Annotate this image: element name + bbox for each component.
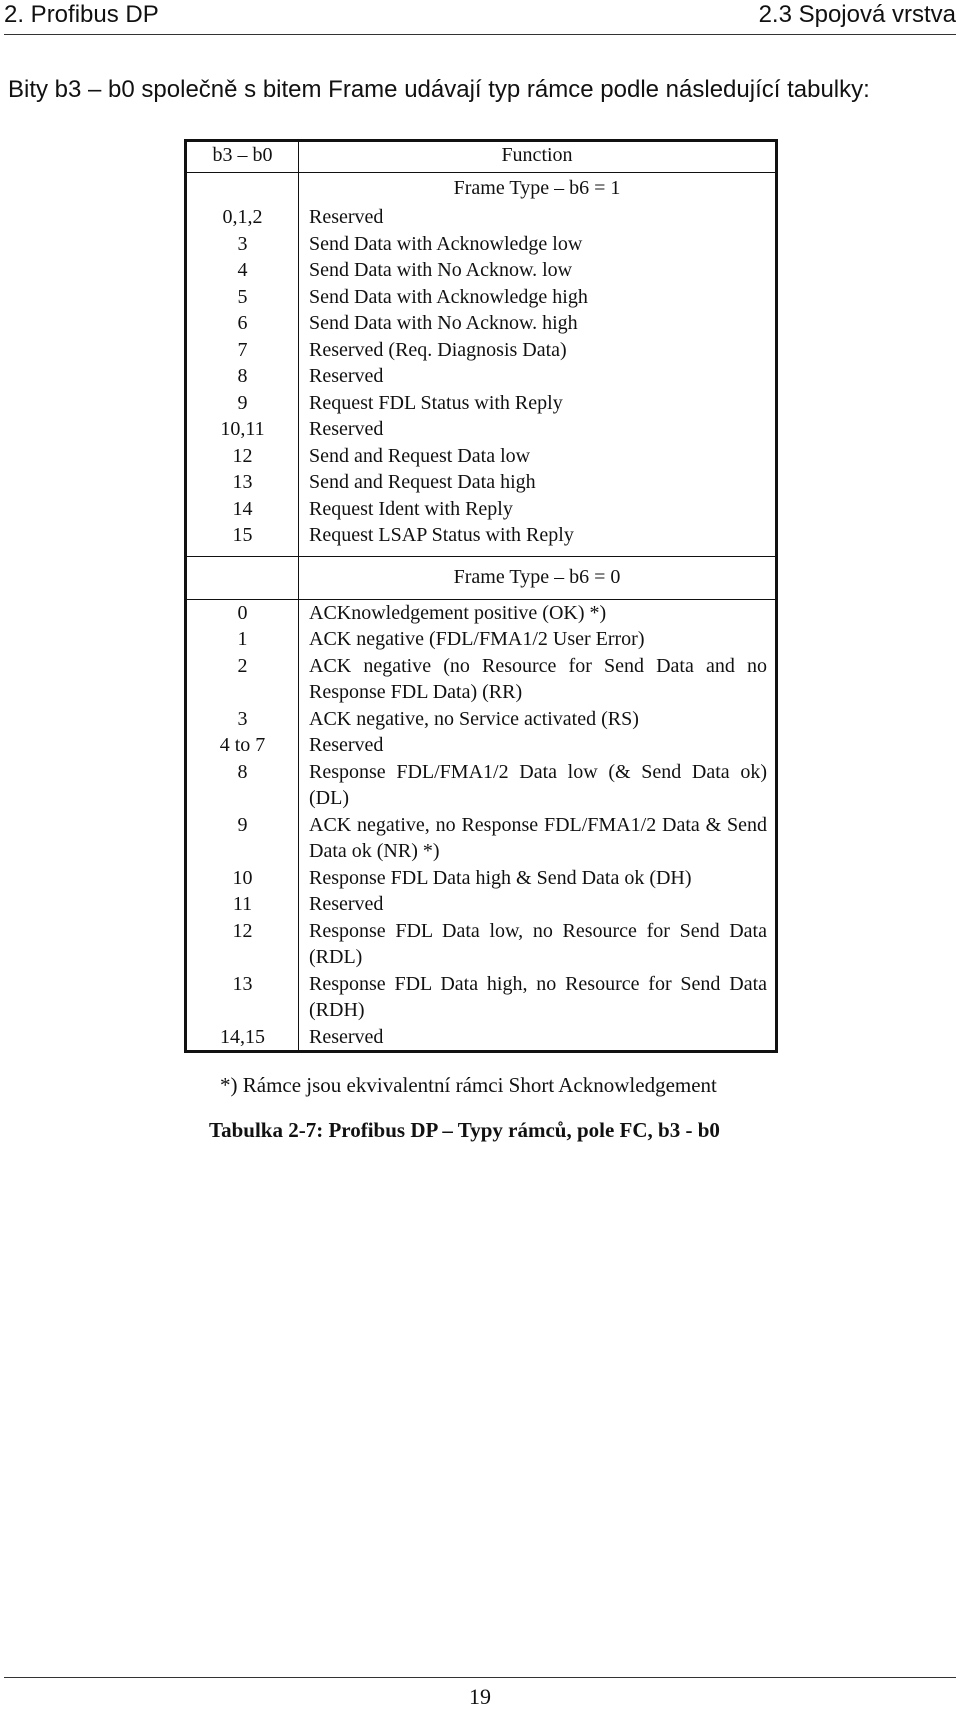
row-function: Response FDL/FMA1/2 Data low (& Send Data ok) (DL) [309,760,767,809]
table-row [186,522,777,549]
row-code: 4 to 7 [186,732,299,759]
section-title: Frame Type – b6 = 0 [299,556,777,599]
table-caption: Tabulka 2-7: Profibus DP – Typy rámců, pole FC, b3 - b0 [209,1118,720,1142]
header-code: b3 – b0 [186,141,299,173]
row-function: Response FDL Data low, no Resource for Send Data (RDL) [309,919,767,968]
section-row-b6-0 [186,556,777,599]
page-number: 19 [469,1684,491,1709]
header-section: 2.3 Spojová vrstva [758,1,956,28]
row-function: Reserved [309,365,384,387]
table-row [186,971,777,1024]
table-header-row [186,141,777,173]
table-row [186,732,777,759]
row-function: Request FDL Status with Reply [309,391,563,414]
row-function: Request LSAP Status with Reply [309,524,574,546]
row-code: 14 [186,496,299,523]
table-row [186,257,777,284]
row-code: 3 [186,231,299,258]
row-function: Reserved [309,893,384,915]
table-row [186,337,777,364]
row-code: 10 [186,865,299,892]
row-function: Response FDL Data high, no Resource for Send Data (RDH) [309,972,767,1021]
table-row [186,626,777,653]
table-row [186,653,777,706]
row-code: 4 [186,257,299,284]
row-code: 3 [186,706,299,733]
page-header [4,0,956,35]
row-code: 14,15 [186,1024,299,1052]
row-code: 5 [186,284,299,311]
row-code: 7 [186,337,299,364]
row-function: Send Data with No Acknow. high [309,312,578,334]
row-function: Send and Request Data high [309,471,536,493]
row-function: Reserved [309,206,384,228]
row-function: Send Data with No Acknow. low [309,259,573,281]
row-code: 1 [186,626,299,653]
table-row [186,812,777,865]
row-function: Send Data with Acknowledge high [309,285,588,308]
table-row [186,706,777,733]
table-row [186,469,777,496]
intro-paragraph: Bity b3 – b0 společně s bitem Frame udávají typ rámce podle následující tabulky: [8,76,870,103]
table-row [186,865,777,892]
row-function: Send and Request Data low [309,444,531,467]
row-code: 11 [186,891,299,918]
row-code: 9 [186,812,299,865]
table-row [186,204,777,231]
row-code: 0,1,2 [186,204,299,231]
row-code: 9 [186,390,299,417]
header-chapter: 2. Profibus DP [4,1,159,28]
table-row [186,759,777,812]
header-function: Function [299,141,777,173]
row-code: 8 [186,759,299,812]
row-function: ACKnowledgement positive (OK) *) [299,599,777,626]
row-code: 10,11 [186,416,299,443]
row-code: 12 [186,918,299,971]
table-row [186,443,777,470]
table-row [186,284,777,311]
row-function: ACK negative (no Resource for Send Data and no Response FDL Data) (RR) [309,654,767,703]
table-row [186,599,777,626]
row-function: Reserved [309,1025,384,1048]
table-row [186,1024,777,1052]
row-function: ACK negative, no Response FDL/FMA1/2 Data & Send Data ok (NR) *) [309,813,767,862]
row-function: Response FDL Data high & Send Data ok (DH) [309,866,692,889]
frame-type-table [184,139,778,1053]
row-code: 8 [186,363,299,390]
table-row [186,363,777,390]
table-row [186,918,777,971]
row-code: 15 [186,522,299,549]
section-title: Frame Type – b6 = 1 [453,177,621,200]
row-code: 12 [186,443,299,470]
table-row [186,416,777,443]
table-row [186,310,777,337]
row-code: 13 [186,971,299,1024]
row-function: ACK negative, no Service activated (RS) [309,707,639,730]
row-code: 0 [186,599,299,626]
table-row [186,231,777,258]
footnote: *) Rámce jsou ekvivalentní rámci Short Acknowledgement [220,1073,717,1097]
table-row [186,496,777,523]
table-row [186,390,777,417]
section-row-b6-1 [186,173,777,205]
row-function: Reserved (Req. Diagnosis Data) [309,338,567,361]
row-function: Reserved [309,418,384,440]
row-function: Request Ident with Reply [309,497,513,520]
row-code: 2 [186,653,299,706]
row-function: Reserved [309,734,384,756]
row-function: Send Data with Acknowledge low [309,232,583,255]
row-function: ACK negative (FDL/FMA1/2 User Error) [309,628,645,650]
row-code: 13 [186,469,299,496]
footer-rule [4,1677,956,1678]
table-row [186,891,777,918]
row-code: 6 [186,310,299,337]
